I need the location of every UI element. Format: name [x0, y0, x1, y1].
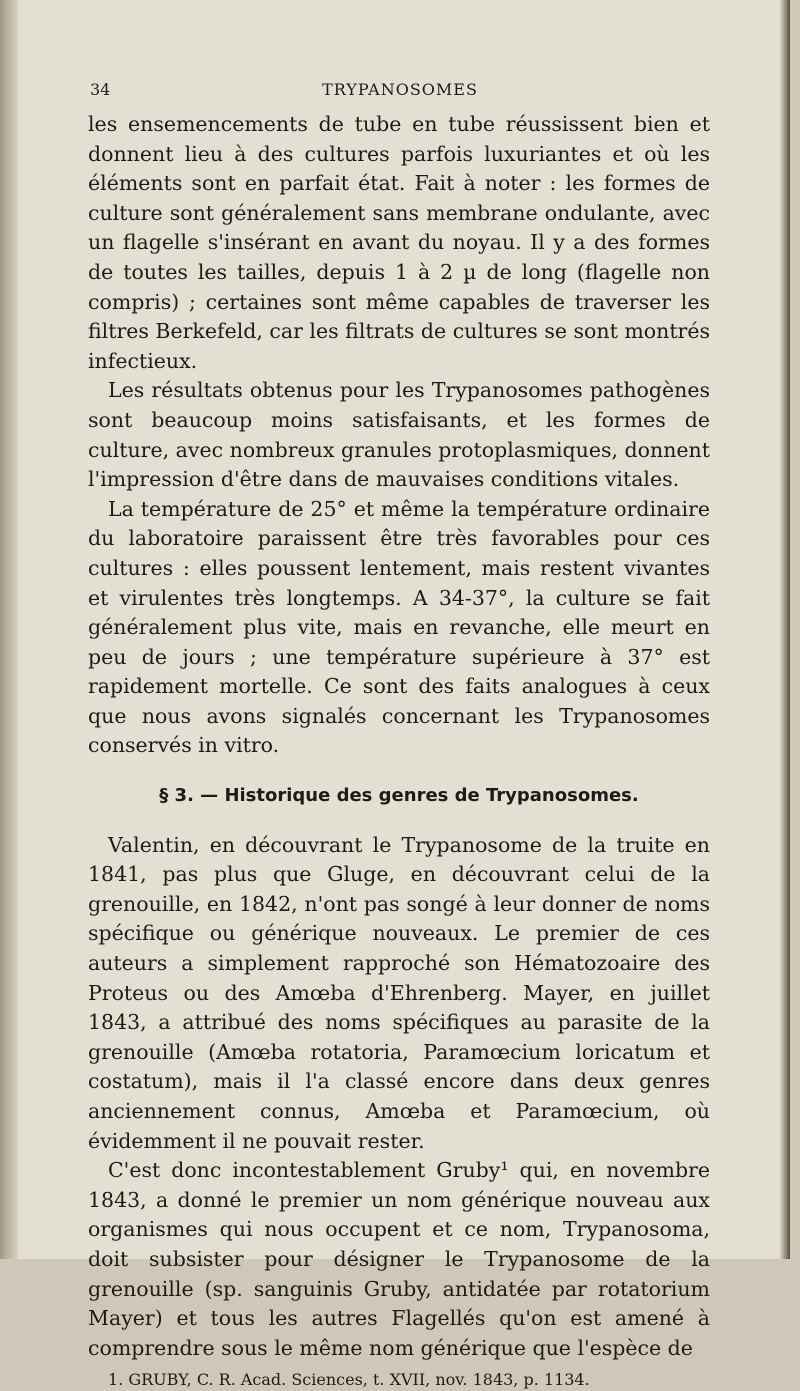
page-right-edge	[780, 0, 790, 1259]
paragraph-5: C'est donc incontestablement Gruby¹ qui, en novembre 1843, a donné le premier un nom générique nouveau aux organismes qui nous occupent et ce nom, Trypanosoma, doit subsister pour désigner le Trypanosome de la grenouille (sp. sanguinis Gruby, antidatée par rotatorium Mayer) et tous les autres Flagellés qu'on est amené à comprendre sous le même nom générique que l'espèce de	[88, 1158, 710, 1360]
page-binding-edge	[0, 0, 18, 1259]
paragraph-3: La température de 25° et même la température ordinaire du laboratoire paraissent être très favorables pour ces cultures : elles poussent lentement, mais restent vivantes et virulentes très longtemps. A 34-37°, la culture se fait généralement plus vite, mais en revanche, elle meurt en peu de jours ; une température supérieure à 37° est rapidement mortelle. Ce sont des faits analogues à ceux que nous avons signalés concernant les Trypanosomes conservés in vitro.	[88, 496, 710, 758]
paragraph-1: les ensemencements de tube en tube réussissent bien et donnent lieu à des cultures parfois luxuriantes et où les éléments sont en parfait état. Fait à noter : les formes de culture sont généralement sans membrane ondulante, avec un flagelle s'insérant en avant du noyau. Il y a des formes de toutes les tailles, depuis 1 à 2 µ de long (flagelle non compris) ; certaines sont même capables de traverser les filtres Berkefeld, car les filtrats de cultures se sont montrés infectieux.	[88, 112, 711, 373]
footnote: 1. GRUBY, C. R. Acad. Sciences, t. XVII, nov. 1843, p. 1134.	[108, 1370, 590, 1390]
running-title: TRYPANOSOMES	[322, 80, 478, 99]
body-text	[88, 110, 710, 1391]
paragraph-4: Valentin, en découvrant le Trypanosome de la truite en 1841, pas plus que Gluge, en découvrant celui de la grenouille, en 1842, n'ont pas songé à leur donner de noms spécifique ou générique nouveaux. Le premier de ces auteurs a simplement rapproché son Hématozoaire des Proteus ou des Amœba d'Ehrenberg. Mayer, en juillet 1843, a attribué des noms spécifiques au parasite de la grenouille (Amœba rotatoria, Paramœcium loricatum et costatum), mais il l'a classé encore dans deux genres anciennement connus, Amœba et Paramœcium, où évidemment il ne pouvait rester.	[88, 832, 710, 1153]
page-number: 34	[90, 80, 111, 99]
section-heading: § 3. — Historique des genres de Trypanosomes.	[159, 785, 639, 807]
paragraph-2: Les résultats obtenus pour les Trypanosomes pathogènes sont beaucoup moins satisfaisants, et les formes de culture, avec nombreux granules protoplasmiques, donnent l'impression d'être dans de mauvaises conditions vitales.	[88, 378, 710, 492]
page-header	[90, 80, 710, 106]
